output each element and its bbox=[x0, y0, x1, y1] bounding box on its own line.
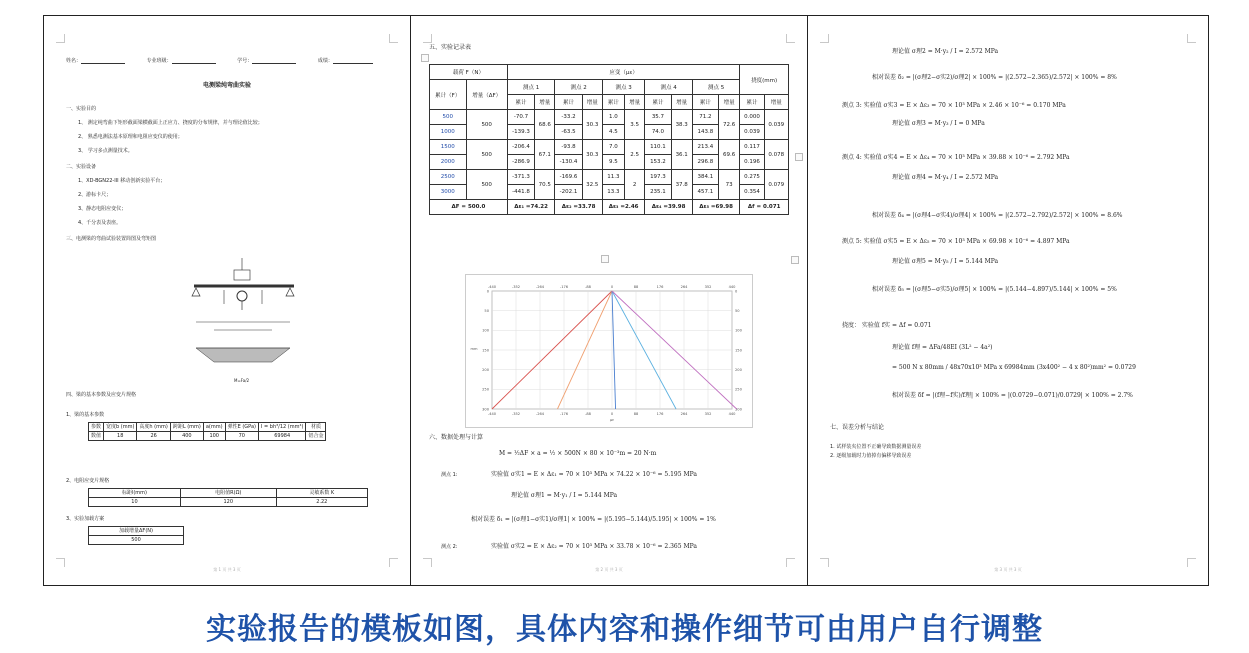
point-header: 测点 4 bbox=[645, 80, 692, 95]
objective-item: 3、 学习多点测量技术。 bbox=[78, 148, 133, 154]
x-tick-label: 176 bbox=[656, 412, 664, 416]
strain-cell: 235.1 bbox=[645, 185, 671, 200]
deflection-cell: 0.000 bbox=[740, 110, 764, 125]
strain-cell: 143.8 bbox=[692, 125, 718, 140]
gauge-value: 2.22 bbox=[276, 498, 367, 507]
strain-cell: 197.3 bbox=[645, 170, 671, 185]
corner-mark bbox=[389, 34, 398, 43]
x-axis-label: με bbox=[609, 418, 615, 422]
table-move-handle[interactable] bbox=[421, 54, 429, 62]
strain-cell: 153.2 bbox=[645, 155, 671, 170]
corner-mark bbox=[389, 558, 398, 567]
corner-mark bbox=[820, 558, 829, 567]
caption: 实验报告的模板如图，具体内容和操作细节可由用户自行调整 bbox=[206, 612, 1043, 647]
deflection-col-header: 挠度(mm) bbox=[740, 65, 789, 95]
y-tick-label: 300 bbox=[482, 407, 489, 412]
strain-inc-cell: 32.5 bbox=[582, 170, 602, 200]
inc-header: 增量 bbox=[764, 95, 788, 110]
x-tick-label: -176 bbox=[559, 285, 569, 289]
formula-line: 理论值 σ理3 = M·y₃ / I = 0 MPa bbox=[892, 120, 985, 127]
gauge-header: 灵敏系数 K bbox=[276, 489, 367, 498]
summary-cell: ΔF = 500.0 bbox=[430, 200, 508, 215]
x-tick-label: -352 bbox=[511, 285, 521, 289]
y-tick-label: 50 bbox=[484, 308, 489, 313]
inc-header: 增量 bbox=[582, 95, 602, 110]
x-tick-label: -88 bbox=[585, 285, 591, 289]
inc-header: 增量 bbox=[624, 95, 644, 110]
x-tick-label: -440 bbox=[487, 412, 497, 416]
corner-mark bbox=[1187, 34, 1196, 43]
gauge-value: 120 bbox=[180, 498, 276, 507]
y-tick-label: 0 bbox=[735, 289, 738, 294]
x-tick-label: 264 bbox=[680, 412, 688, 416]
record-table bbox=[429, 64, 789, 215]
load-cell: 500 bbox=[430, 110, 467, 125]
x-tick-label: 264 bbox=[680, 285, 688, 289]
page-1 bbox=[44, 16, 411, 585]
corner-mark bbox=[786, 558, 795, 567]
equipment-item: 2、游标卡尺； bbox=[78, 192, 112, 198]
strain-cell: -206.4 bbox=[507, 140, 534, 155]
param-value: 400 bbox=[170, 432, 203, 441]
param-value: 26 bbox=[137, 432, 170, 441]
strain-cell: 457.1 bbox=[692, 185, 718, 200]
equipment-item: 1、XD-BGN22-III 移动创新实验平台； bbox=[78, 178, 166, 184]
strain-cell: -139.3 bbox=[507, 125, 534, 140]
corner-mark bbox=[820, 34, 829, 43]
y-tick-label: 200 bbox=[482, 367, 489, 372]
corner-mark bbox=[56, 558, 65, 567]
name-label: 姓名： bbox=[66, 58, 82, 64]
conclusion-item: 1. 试样装夹位置不正确导致数据测量误差 bbox=[830, 444, 922, 450]
strain-cell: -63.5 bbox=[555, 125, 582, 140]
corner-mark bbox=[786, 34, 795, 43]
strain-cell: -70.7 bbox=[507, 110, 534, 125]
strain-cell: -130.4 bbox=[555, 155, 582, 170]
load-cell: 2000 bbox=[430, 155, 467, 170]
strain-inc-cell: 2.5 bbox=[624, 140, 644, 170]
param-header: 参数 bbox=[89, 423, 104, 432]
page-footer: 第 1 页 共 3 页 bbox=[213, 567, 241, 572]
strain-inc-cell: 69.6 bbox=[719, 140, 740, 170]
strain-inc-cell: 38.3 bbox=[671, 110, 692, 140]
point-header: 测点 3 bbox=[602, 80, 645, 95]
section-2-title: 二、实验设备 bbox=[66, 164, 97, 170]
cum-load-header: 累计（F） bbox=[430, 80, 467, 110]
cum-header: 累计 bbox=[692, 95, 718, 110]
load-subtitle: 3、实验加载方案 bbox=[66, 516, 105, 522]
corner-mark bbox=[423, 558, 432, 567]
page-2 bbox=[411, 16, 808, 585]
x-tick-label: 352 bbox=[704, 412, 712, 416]
param-value: 100 bbox=[203, 432, 225, 441]
deflection-cell: 0.196 bbox=[740, 155, 764, 170]
page-footer: 第 3 页 共 3 页 bbox=[994, 567, 1022, 572]
equipment-item: 4、千分表及表座。 bbox=[78, 220, 122, 226]
x-tick-label: 88 bbox=[633, 412, 639, 416]
table-add-row-handle[interactable] bbox=[601, 255, 609, 263]
x-tick-label: 440 bbox=[728, 285, 736, 289]
gauge-table bbox=[88, 488, 368, 507]
load-cell: 3000 bbox=[430, 185, 467, 200]
point-header: 测点 1 bbox=[507, 80, 554, 95]
x-tick-label: -440 bbox=[487, 285, 497, 289]
formula-line: 理论值 σ理1 = M·y₁ / I = 5.144 MPa bbox=[511, 492, 618, 499]
x-tick-label: 176 bbox=[656, 285, 664, 289]
inc-load-cell: 500 bbox=[466, 170, 507, 200]
strain-cell: 296.8 bbox=[692, 155, 718, 170]
section-3-title: 三、电测梁的弯曲试验装置简图及弯矩图 bbox=[66, 236, 157, 242]
formula-line: 理论值 σ理4 = M·y₄ / I = 2.572 MPa bbox=[892, 174, 999, 181]
strain-cell: 11.3 bbox=[602, 170, 624, 185]
inc-load-cell: 500 bbox=[466, 110, 507, 140]
param-header: 弹性E (GPa) bbox=[225, 423, 258, 432]
x-tick-label: 352 bbox=[704, 285, 712, 289]
formula-line: 相对误差 δ₂ = |(σ理2−σ实2)/σ理2| × 100% = |(2.572−2.365)/2.572| × 100% = 8% bbox=[872, 74, 1117, 81]
deflection-cell: 0.039 bbox=[740, 125, 764, 140]
y-tick-label: 250 bbox=[482, 387, 489, 392]
formula-line: = 500 N x 80mm / 48x70x10³ MPa x 69984mm (3x400² − 4 x 80²)mm² = 0.0729 bbox=[892, 364, 1136, 371]
y-tick-label: 0 bbox=[486, 289, 489, 294]
params-table bbox=[88, 422, 326, 441]
table-add-column-handle[interactable] bbox=[795, 153, 803, 161]
page1-header bbox=[66, 58, 373, 64]
moment-formula: M = ½ΔF × a = ½ × 500N × 80 × 10⁻³m = 20 N·m bbox=[499, 450, 657, 457]
page-3 bbox=[808, 16, 1208, 585]
strain-inc-cell: 73 bbox=[719, 170, 740, 200]
strain-inc-cell: 68.6 bbox=[535, 110, 555, 140]
formula-line: 测点 5: 实验值 σ实5 = E × Δε₅ = 70 × 10³ MPa × 69.98 × 10⁻⁶ = 4.897 MPa bbox=[842, 238, 1070, 245]
strain-inc-cell: 72.6 bbox=[719, 110, 740, 140]
load-cell: 2500 bbox=[430, 170, 467, 185]
id-label: 学号： bbox=[237, 58, 253, 64]
strain-cell: 74.0 bbox=[645, 125, 671, 140]
strain-cell: 9.5 bbox=[602, 155, 624, 170]
load-header: 加载增量ΔF(N) bbox=[89, 527, 184, 536]
strain-cell: 213.4 bbox=[692, 140, 718, 155]
strain-chart-box bbox=[465, 274, 753, 428]
param-value: 69984 bbox=[258, 432, 305, 441]
strain-cell: -33.2 bbox=[555, 110, 582, 125]
strain-inc-cell: 67.1 bbox=[535, 140, 555, 170]
strain-inc-cell: 3.5 bbox=[624, 110, 644, 140]
inc-header: 增量 bbox=[719, 95, 740, 110]
strain-cell: -441.8 bbox=[507, 185, 534, 200]
y-tick-label: 150 bbox=[735, 348, 742, 353]
section-7-title: 七、误差分析与结论 bbox=[830, 424, 885, 431]
summary-cell: Δε₂ =33.78 bbox=[555, 200, 602, 215]
x-tick-label: 0 bbox=[610, 412, 614, 416]
summary-cell: Δf = 0.071 bbox=[740, 200, 789, 215]
gauge-header: 电阻值R(Ω) bbox=[180, 489, 276, 498]
summary-cell: Δε₃ =2.46 bbox=[602, 200, 645, 215]
y-tick-label: 50 bbox=[735, 308, 740, 313]
conclusion-item: 2. 逐级加载时力值掉有偏移导致误差 bbox=[830, 453, 912, 459]
gauge-subtitle: 2、电阻应变片规格 bbox=[66, 478, 110, 484]
strain-cell: -371.3 bbox=[507, 170, 534, 185]
gauge-value: 10 bbox=[89, 498, 181, 507]
y-tick-label: 300 bbox=[735, 407, 742, 412]
param-value: 数值 bbox=[89, 432, 104, 441]
strain-cell: 384.1 bbox=[692, 170, 718, 185]
major-label: 专业班级： bbox=[146, 58, 172, 64]
strain-inc-cell: 70.5 bbox=[535, 170, 555, 200]
param-value: 70 bbox=[225, 432, 258, 441]
param-header: 高度h (mm) bbox=[137, 423, 170, 432]
cum-header: 累计 bbox=[645, 95, 671, 110]
formula-line: 挠度： 实验值 f实 = Δf = 0.071 bbox=[842, 322, 932, 329]
summary-cell: Δε₅ =69.98 bbox=[692, 200, 739, 215]
strain-cell: 7.0 bbox=[602, 140, 624, 155]
cum-header: 累计 bbox=[602, 95, 624, 110]
cum-header: 累计 bbox=[507, 95, 534, 110]
strain-cell: -169.6 bbox=[555, 170, 582, 185]
inc-load-cell: 500 bbox=[466, 140, 507, 170]
point-header: 测点 2 bbox=[555, 80, 602, 95]
inc-header: 增量 bbox=[671, 95, 692, 110]
strain-inc-cell: 2 bbox=[624, 170, 644, 200]
strain-cell: -202.1 bbox=[555, 185, 582, 200]
strain-inc-cell: 37.8 bbox=[671, 170, 692, 200]
strain-cell: -286.9 bbox=[507, 155, 534, 170]
formula-line: 相对误差 δ₁ = |(σ理1−σ实1)/σ理1| × 100% = |(5.195−5.144)/5.195| × 100% = 1% bbox=[471, 516, 716, 523]
param-header: a(mm) bbox=[203, 423, 225, 432]
formula-line: 相对误差 δ₅ = |(σ理5−σ实5)/σ理5| × 100% = |(5.144−4.897)/5.144| × 100% = 5% bbox=[872, 286, 1117, 293]
x-tick-label: -88 bbox=[585, 412, 591, 416]
report-title: 电测梁纯弯曲实验 bbox=[202, 82, 251, 89]
page-footer: 第 2 页 共 3 页 bbox=[595, 567, 623, 572]
strain-cell: 35.7 bbox=[645, 110, 671, 125]
section-6-title: 六、数据处理与计算 bbox=[429, 434, 484, 441]
score-label: 成绩： bbox=[317, 58, 333, 64]
load-table bbox=[88, 526, 184, 545]
objective-item: 1、 测定纯弯曲下矩形截面梁横截面上正应力、挠度的分布规律，并与理论值比较； bbox=[78, 120, 263, 126]
inc-load-header: 增量（ΔF） bbox=[466, 80, 507, 110]
param-header: 材质 bbox=[306, 423, 326, 432]
load-cell: 1000 bbox=[430, 125, 467, 140]
document-frame bbox=[43, 15, 1209, 586]
param-value: 18 bbox=[104, 432, 137, 441]
formula-line: 理论值 σ理2 = M·y₂ / I = 2.572 MPa bbox=[892, 48, 999, 55]
param-header: I = bh³/12 (mm⁴) bbox=[258, 423, 305, 432]
y-tick-label: 200 bbox=[735, 367, 742, 372]
y-tick-label: 150 bbox=[482, 348, 489, 353]
corner-mark bbox=[1187, 558, 1196, 567]
y-tick-label: 100 bbox=[735, 328, 742, 333]
y-tick-label: 250 bbox=[735, 387, 742, 392]
table-resize-handle[interactable] bbox=[791, 256, 799, 264]
strain-cell: 1.0 bbox=[602, 110, 624, 125]
strain-cell: -93.8 bbox=[555, 140, 582, 155]
cum-header: 累计 bbox=[740, 95, 764, 110]
point-header: 测点 5 bbox=[692, 80, 739, 95]
x-tick-label: -352 bbox=[511, 412, 521, 416]
strain-cell: 110.1 bbox=[645, 140, 671, 155]
strain-cell: 13.3 bbox=[602, 185, 624, 200]
gauge-header: 标距l(mm) bbox=[89, 489, 181, 498]
moment-note: M=Fa/2 bbox=[234, 378, 250, 383]
formula-line: 相对误差 δ₄ = |(σ理4−σ实4)/σ理4| × 100% = |(2.572−2.792)/2.572| × 100% = 8.6% bbox=[872, 212, 1123, 219]
formula-line: 测点 3: 实验值 σ实3 = E × Δε₃ = 70 × 10³ MPa × 2.46 × 10⁻⁶ = 0.170 MPa bbox=[842, 102, 1066, 109]
x-tick-label: -176 bbox=[559, 412, 569, 416]
formula-line: 测点 4: 实验值 σ实4 = E × Δε₄ = 70 × 10³ MPa × 39.88 × 10⁻⁶ = 2.792 MPa bbox=[842, 154, 1070, 161]
deflection-cell: 0.275 bbox=[740, 170, 764, 185]
strain-cell: 4.5 bbox=[602, 125, 624, 140]
load-col-header: 载荷 F（N） bbox=[430, 65, 508, 80]
section-5-title: 五、实验记录表 bbox=[429, 44, 472, 51]
cum-header: 累计 bbox=[555, 95, 582, 110]
formula-line: 理论值 σ理5 = M·y₅ / I = 5.144 MPa bbox=[892, 258, 999, 265]
param-value: 铝合金 bbox=[306, 432, 326, 441]
summary-cell: Δε₄ =39.98 bbox=[645, 200, 692, 215]
load-value: 500 bbox=[89, 536, 184, 545]
x-tick-label: -264 bbox=[535, 412, 545, 416]
inc-header: 增量 bbox=[535, 95, 555, 110]
strain-inc-cell: 36.1 bbox=[671, 140, 692, 170]
deflection-inc-cell: 0.079 bbox=[764, 170, 788, 200]
point-label: 测点 2: bbox=[441, 544, 458, 550]
equipment-item: 3、静态电阻应变仪； bbox=[78, 206, 127, 212]
load-cell: 1500 bbox=[430, 140, 467, 155]
formula-line: 理论值 f理 = ΔFa/48EI (3L² − 4a²) bbox=[892, 344, 993, 351]
x-tick-label: 440 bbox=[728, 412, 736, 416]
deflection-cell: 0.117 bbox=[740, 140, 764, 155]
point-label: 测点 1: bbox=[441, 472, 458, 478]
objective-item: 2、 熟悉电测法基本原理和电阻应变仪的使用； bbox=[78, 134, 183, 140]
summary-cell: Δε₁ =74.22 bbox=[507, 200, 554, 215]
beam-diagram bbox=[174, 248, 314, 378]
param-header: 跨距L (mm) bbox=[170, 423, 203, 432]
deflection-inc-cell: 0.078 bbox=[764, 140, 788, 170]
deflection-inc-cell: 0.039 bbox=[764, 110, 788, 140]
strain-inc-cell: 30.3 bbox=[582, 140, 602, 170]
strain-inc-cell: 30.3 bbox=[582, 110, 602, 140]
formula-line: 相对误差 δf = |(f理−f实)/f理| × 100% = |(0.0729−0.071)/0.0729| × 100% = 2.7% bbox=[892, 392, 1133, 399]
x-tick-label: 0 bbox=[610, 285, 614, 289]
strain-chart bbox=[466, 275, 752, 427]
y-axis-label: mm bbox=[470, 347, 478, 351]
section-1-title: 一、实验目的 bbox=[66, 106, 97, 112]
strain-col-header: 应变（με） bbox=[507, 65, 739, 80]
params-subtitle: 1、梁的基本参数 bbox=[66, 412, 105, 418]
deflection-cell: 0.354 bbox=[740, 185, 764, 200]
section-4-title: 四、梁的基本参数及应变片规格 bbox=[66, 392, 137, 398]
strain-cell: 71.2 bbox=[692, 110, 718, 125]
corner-mark bbox=[423, 34, 432, 43]
x-tick-label: -264 bbox=[535, 285, 545, 289]
x-tick-label: 88 bbox=[633, 285, 639, 289]
corner-mark bbox=[56, 34, 65, 43]
formula-line: 实验值 σ实2 = E × Δε₂ = 70 × 10³ MPa × 33.78 × 10⁻⁶ = 2.365 MPa bbox=[491, 543, 697, 550]
y-tick-label: 100 bbox=[482, 328, 489, 333]
param-header: 宽度b (mm) bbox=[104, 423, 137, 432]
formula-line: 实验值 σ实1 = E × Δε₁ = 70 × 10³ MPa × 74.22 × 10⁻⁶ = 5.195 MPa bbox=[491, 471, 697, 478]
